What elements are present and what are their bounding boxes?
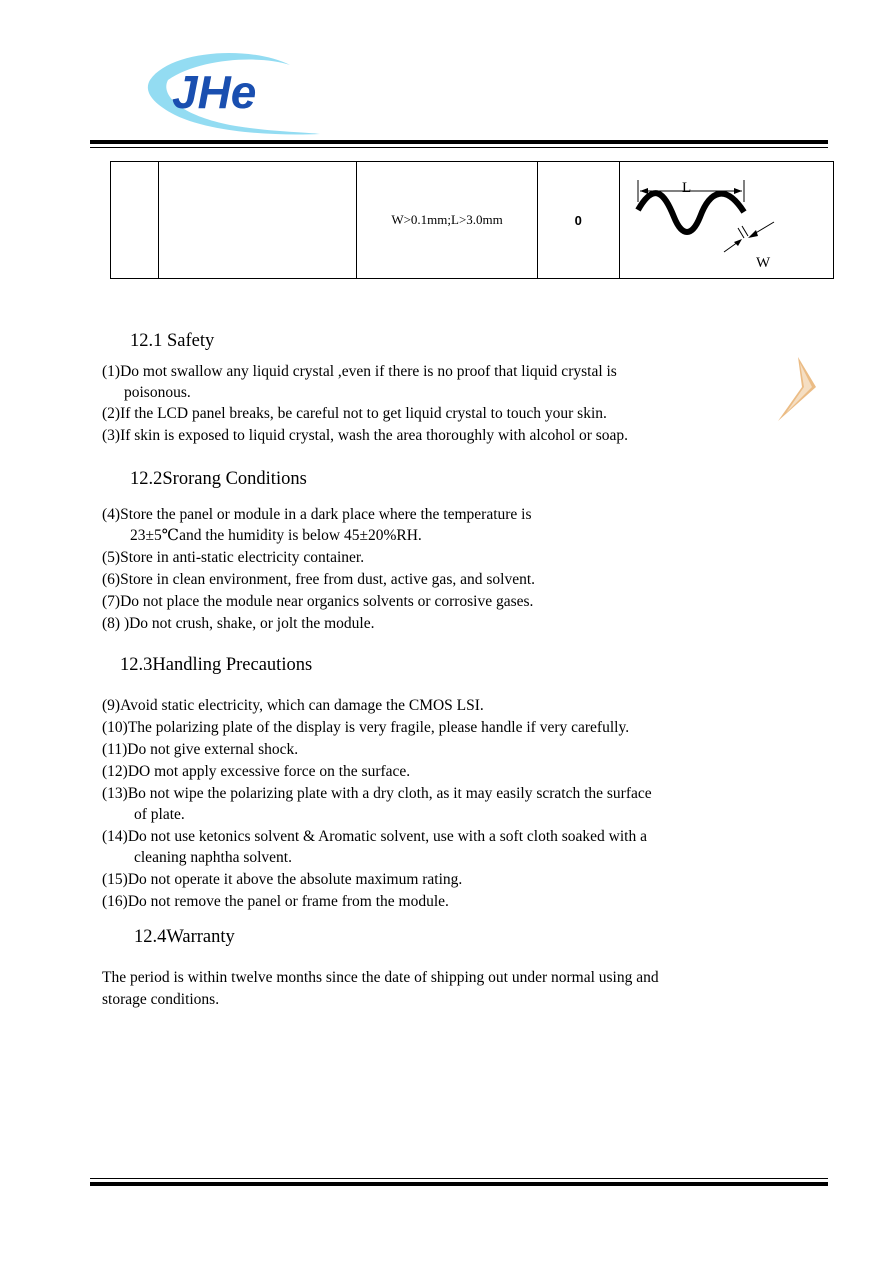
footer-rule-thick bbox=[90, 1182, 828, 1186]
handling-line: (10)The polarizing plate of the display is very fragile, please handle if very carefully. bbox=[102, 719, 630, 736]
heading-handling: 12.3Handling Precautions bbox=[120, 655, 313, 675]
heading-safety: 12.1 Safety bbox=[130, 331, 215, 351]
footer-rule-thin bbox=[90, 1178, 828, 1179]
heading-warranty: 12.4Warranty bbox=[134, 927, 235, 947]
length-label: L bbox=[681, 180, 691, 196]
storage-line: (5)Store in anti-static electricity container. bbox=[102, 549, 365, 566]
safety-line: (1)Do mot swallow any liquid crystal ,even if there is no proof that liquid crystal is bbox=[102, 363, 617, 380]
handling-line: (16)Do not remove the panel or frame from the module. bbox=[102, 893, 449, 910]
company-logo bbox=[140, 40, 330, 140]
handling-line: of plate. bbox=[134, 806, 185, 823]
safety-line: (2)If the LCD panel breaks, be careful not to get liquid crystal to touch your skin. bbox=[102, 405, 607, 422]
table-cell-diagram bbox=[619, 162, 833, 279]
table-cell-item bbox=[158, 162, 356, 279]
table-cell-index bbox=[111, 162, 159, 279]
handling-line: (12)DO mot apply excessive force on the surface. bbox=[102, 763, 411, 780]
handling-line: (13)Bo not wipe the polarizing plate with a dry cloth, as it may easily scratch the surface bbox=[102, 785, 652, 802]
storage-line: (7)Do not place the module near organics solvents or corrosive gases. bbox=[102, 593, 534, 610]
scratch-wave-diagram bbox=[634, 172, 814, 272]
handling-line: (15)Do not operate it above the absolute maximum rating. bbox=[102, 871, 463, 888]
storage-line: (4)Store the panel or module in a dark place where the temperature is bbox=[102, 506, 532, 523]
storage-line: (6)Store in clean environment, free from dust, active gas, and solvent. bbox=[102, 571, 536, 588]
warranty-line: The period is within twelve months since the date of shipping out under normal using and bbox=[102, 969, 659, 986]
safety-line: poisonous. bbox=[124, 384, 191, 401]
table-cell-criteria: W>0.1mm;L>3.0mm bbox=[357, 162, 538, 279]
decorative-chevron-icon bbox=[772, 355, 820, 425]
storage-line: (8) )Do not crush, shake, or jolt the module. bbox=[102, 615, 375, 632]
header-rule-thin bbox=[90, 147, 828, 148]
table-row bbox=[111, 162, 834, 279]
header-rule-thick bbox=[90, 140, 828, 144]
handling-line: (11)Do not give external shock. bbox=[102, 741, 299, 758]
table-cell-quantity: 0 bbox=[537, 162, 619, 279]
warranty-line: storage conditions. bbox=[102, 991, 220, 1008]
handling-line: (14)Do not use ketonics solvent & Aromatic solvent, use with a soft cloth soaked with a bbox=[102, 828, 647, 845]
logo-text: JHe bbox=[172, 66, 257, 118]
width-label: W bbox=[755, 255, 770, 271]
handling-line: (9)Avoid static electricity, which can damage the CMOS LSI. bbox=[102, 697, 484, 714]
safety-line: (3)If skin is exposed to liquid crystal, wash the area thoroughly with alcohol or soap. bbox=[102, 427, 629, 444]
storage-line: 23±5℃and the humidity is below 45±20%RH. bbox=[130, 527, 422, 544]
heading-storage: 12.2Srorang Conditions bbox=[130, 469, 307, 489]
defect-criteria-table bbox=[110, 161, 834, 279]
handling-line: cleaning naphtha solvent. bbox=[134, 849, 292, 866]
